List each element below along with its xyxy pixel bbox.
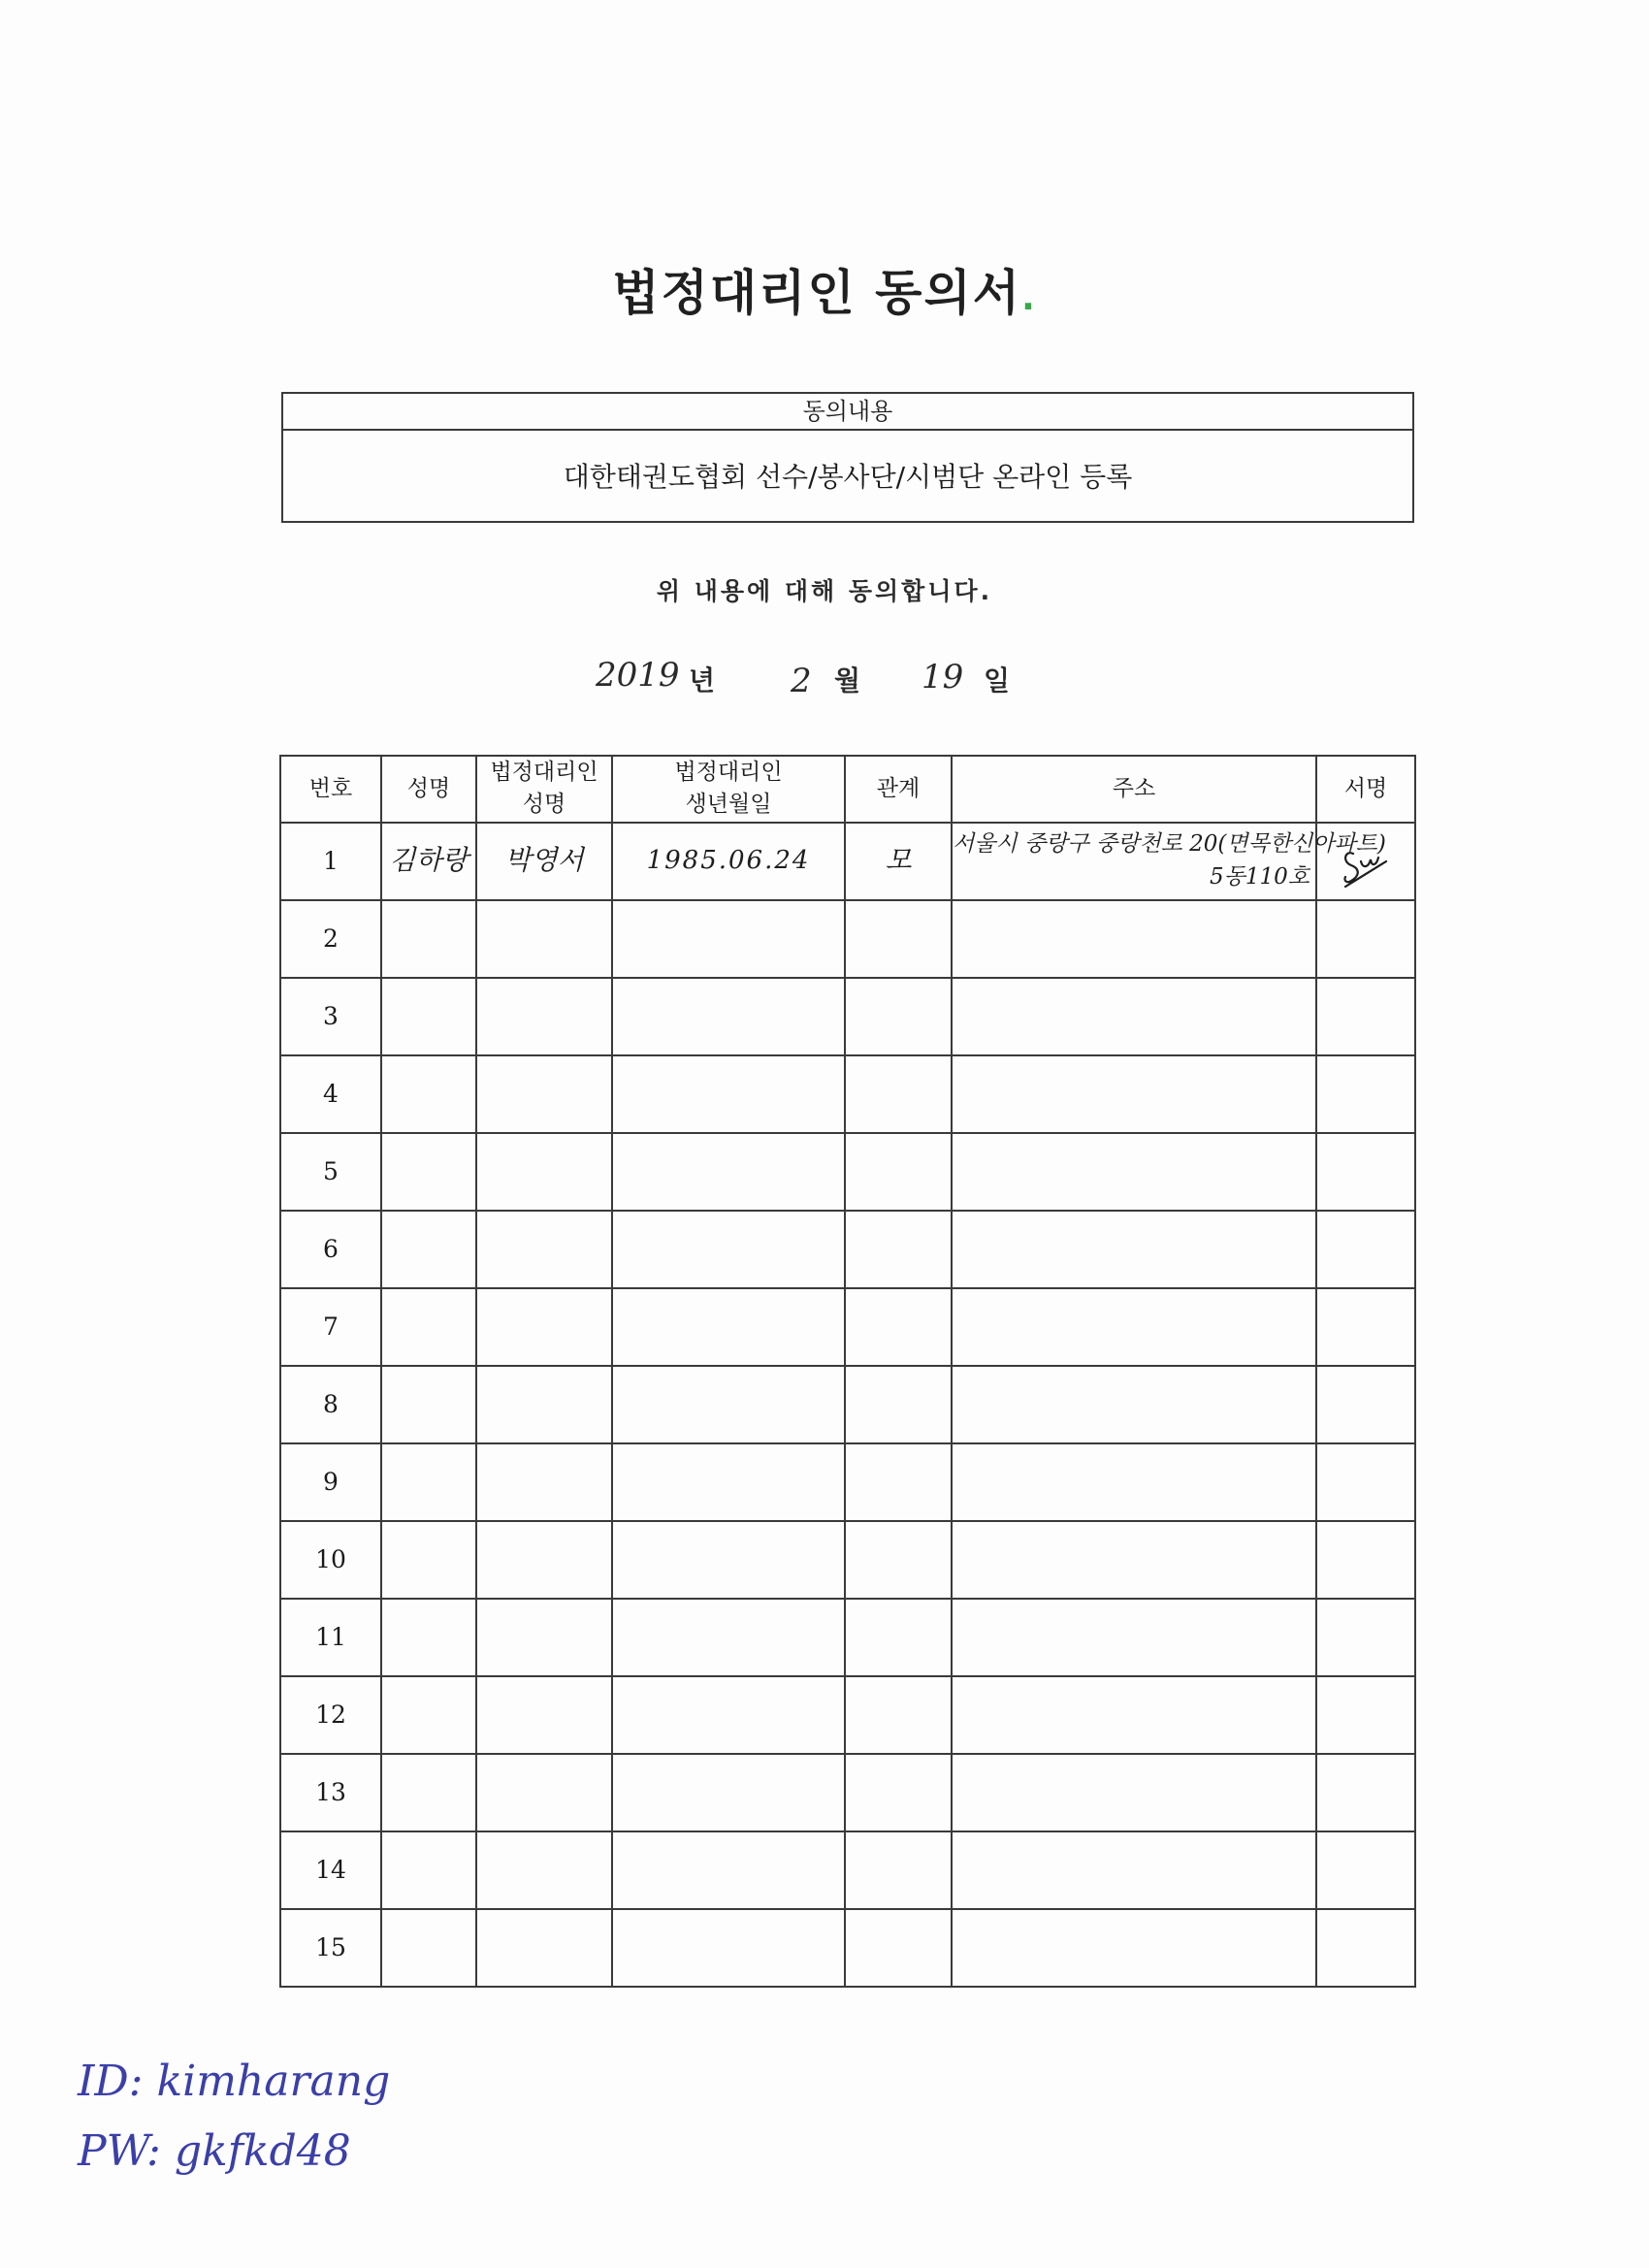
row-relation [845, 1211, 952, 1288]
row-guardian-name [476, 1133, 612, 1211]
row-guardian-birth-value: 1985.06.24 [646, 845, 811, 875]
row-signature [1316, 1599, 1415, 1676]
row-name [381, 1521, 476, 1599]
row-relation [845, 1055, 952, 1133]
row-guardian-birth [612, 1599, 845, 1676]
row-guardian-birth [612, 1211, 845, 1288]
row-signature [1316, 1754, 1415, 1831]
date-row [0, 656, 1649, 704]
table-row [280, 1909, 1415, 1987]
header-guardian-name [476, 756, 612, 823]
table-header-row [280, 756, 1415, 823]
row-address [952, 823, 1386, 900]
row-address [952, 1366, 1316, 1443]
handwritten-credentials [78, 2047, 390, 2187]
header-guardian-name-line2: 성명 [522, 792, 566, 818]
row-number: 4 [280, 1055, 381, 1133]
row-signature [1316, 1831, 1415, 1909]
row-signature [1316, 1133, 1415, 1211]
row-number: 5 [280, 1133, 381, 1211]
table-row [280, 823, 1415, 900]
row-signature [1316, 1909, 1415, 1987]
row-address [952, 1909, 1316, 1987]
row-guardian-birth [612, 1366, 845, 1443]
row-number: 15 [280, 1909, 381, 1987]
row-name [381, 978, 476, 1055]
row-address [952, 1133, 1316, 1211]
consent-box [281, 392, 1414, 523]
title-mark: . [1021, 278, 1037, 318]
header-address: 주소 [952, 756, 1316, 823]
row-signature [1316, 1521, 1415, 1599]
row-number: 2 [280, 900, 381, 978]
table-row [280, 900, 1415, 978]
consent-header: 동의내용 [283, 394, 1412, 431]
table-row [280, 1443, 1415, 1521]
header-guardian-birth [612, 756, 845, 823]
row-address [952, 1599, 1316, 1676]
table-row [280, 1133, 1415, 1211]
date-year: 2019 [596, 656, 680, 695]
row-relation [845, 1521, 952, 1599]
row-relation [845, 1676, 952, 1754]
table-row [280, 1211, 1415, 1288]
row-guardian-birth [612, 978, 845, 1055]
row-name [381, 1055, 476, 1133]
row-relation [845, 1754, 952, 1831]
row-guardian-birth [612, 1443, 845, 1521]
document-title [0, 254, 1649, 324]
row-address [952, 1288, 1316, 1366]
row-name [381, 1288, 476, 1366]
header-signature: 서명 [1316, 756, 1415, 823]
row-number: 11 [280, 1599, 381, 1676]
date-month: 2 [791, 662, 812, 700]
row-name [381, 823, 476, 900]
row-guardian-name [476, 823, 612, 900]
row-name [381, 1443, 476, 1521]
header-guardian-name-line1: 법정대리인 [490, 760, 598, 785]
row-signature [1316, 1211, 1415, 1288]
row-guardian-birth [612, 1676, 845, 1754]
row-name [381, 1909, 476, 1987]
row-address [952, 900, 1316, 978]
row-relation-value: 모 [885, 844, 912, 877]
row-relation [845, 1133, 952, 1211]
row-number: 13 [280, 1754, 381, 1831]
row-name [381, 1676, 476, 1754]
row-guardian-name [476, 1831, 612, 1909]
row-guardian-name [476, 1366, 612, 1443]
header-guardian-birth-line1: 법정대리인 [674, 760, 783, 785]
header-guardian-birth-line2: 생년월일 [685, 792, 772, 818]
row-guardian-name [476, 1676, 612, 1754]
row-signature [1316, 978, 1415, 1055]
consent-content: 대한태권도협회 선수/봉사단/시범단 온라인 등록 [563, 461, 1133, 493]
row-guardian-name [476, 900, 612, 978]
credential-id: ID: kimharang [78, 2057, 391, 2106]
row-guardian-name [476, 1443, 612, 1521]
date-year-unit: 년 [689, 664, 716, 697]
row-number: 8 [280, 1366, 381, 1443]
registration-table [279, 755, 1416, 1988]
row-signature [1316, 1676, 1415, 1754]
row-signature [1316, 900, 1415, 978]
row-signature [1316, 1366, 1415, 1443]
row-address [952, 1754, 1316, 1831]
table-row [280, 1521, 1415, 1599]
header-relation: 관계 [845, 756, 952, 823]
row-number: 9 [280, 1443, 381, 1521]
date-month-unit: 월 [834, 664, 861, 697]
row-number: 10 [280, 1521, 381, 1599]
credential-pw: PW: gkfkd48 [78, 2126, 351, 2176]
row-relation [845, 1599, 952, 1676]
row-signature [1316, 1055, 1415, 1133]
row-relation [845, 978, 952, 1055]
row-relation [845, 1288, 952, 1366]
row-guardian-name [476, 1288, 612, 1366]
row-guardian-birth [612, 1521, 845, 1599]
row-guardian-birth [612, 1831, 845, 1909]
date-day-unit: 일 [984, 664, 1011, 697]
table-row [280, 1676, 1415, 1754]
row-guardian-name [476, 1211, 612, 1288]
row-address [952, 1055, 1316, 1133]
row-guardian-name [476, 1599, 612, 1676]
date-day: 19 [922, 658, 964, 697]
row-name [381, 1599, 476, 1676]
header-no: 번호 [280, 756, 381, 823]
row-number: 3 [280, 978, 381, 1055]
row-address [952, 1521, 1316, 1599]
table-row [280, 1831, 1415, 1909]
row-relation [845, 900, 952, 978]
row-guardian-birth [612, 900, 845, 978]
table-row [280, 1754, 1415, 1831]
table-row [280, 978, 1415, 1055]
row-guardian-birth [612, 1288, 845, 1366]
row-guardian-birth [612, 1754, 845, 1831]
table-row [280, 1288, 1415, 1366]
row-relation [845, 1366, 952, 1443]
row-address-line2: 5동110호 [1210, 863, 1310, 890]
row-name-value: 김하랑 [389, 844, 469, 877]
table-row [280, 1366, 1415, 1443]
row-guardian-name [476, 1521, 612, 1599]
row-address [952, 978, 1316, 1055]
table-row [280, 1055, 1415, 1133]
agree-statement: 위 내용에 대해 동의합니다. [656, 577, 993, 605]
row-signature [1316, 1288, 1415, 1366]
row-number: 1 [280, 823, 381, 900]
row-number: 14 [280, 1831, 381, 1909]
row-guardian-name [476, 1754, 612, 1831]
header-name: 성명 [381, 756, 476, 823]
row-address-line1: 서울시 중랑구 중랑천로 20(면목한신아파트) [953, 831, 1386, 858]
row-guardian-birth [612, 1133, 845, 1211]
row-name [381, 1133, 476, 1211]
row-guardian-name [476, 1909, 612, 1987]
row-guardian-birth [612, 1909, 845, 1987]
row-address [952, 1443, 1316, 1521]
row-address [952, 1676, 1316, 1754]
row-relation [845, 1443, 952, 1521]
title-text: 법정대리인 동의서 [612, 265, 1022, 321]
row-address [952, 1831, 1316, 1909]
row-name [381, 1754, 476, 1831]
table-row [280, 1599, 1415, 1676]
row-number: 7 [280, 1288, 381, 1366]
row-name [381, 1366, 476, 1443]
row-name [381, 1211, 476, 1288]
row-guardian-name [476, 1055, 612, 1133]
row-number: 12 [280, 1676, 381, 1754]
row-relation [845, 1831, 952, 1909]
row-guardian-birth [612, 1055, 845, 1133]
row-signature [1316, 1443, 1415, 1521]
row-relation [845, 823, 952, 900]
row-guardian-birth [612, 823, 845, 900]
row-guardian-name [476, 978, 612, 1055]
row-number: 6 [280, 1211, 381, 1288]
row-name [381, 1831, 476, 1909]
row-address [952, 1211, 1316, 1288]
row-name [381, 900, 476, 978]
row-guardian-name-value: 박영서 [504, 844, 584, 877]
row-relation [845, 1909, 952, 1987]
